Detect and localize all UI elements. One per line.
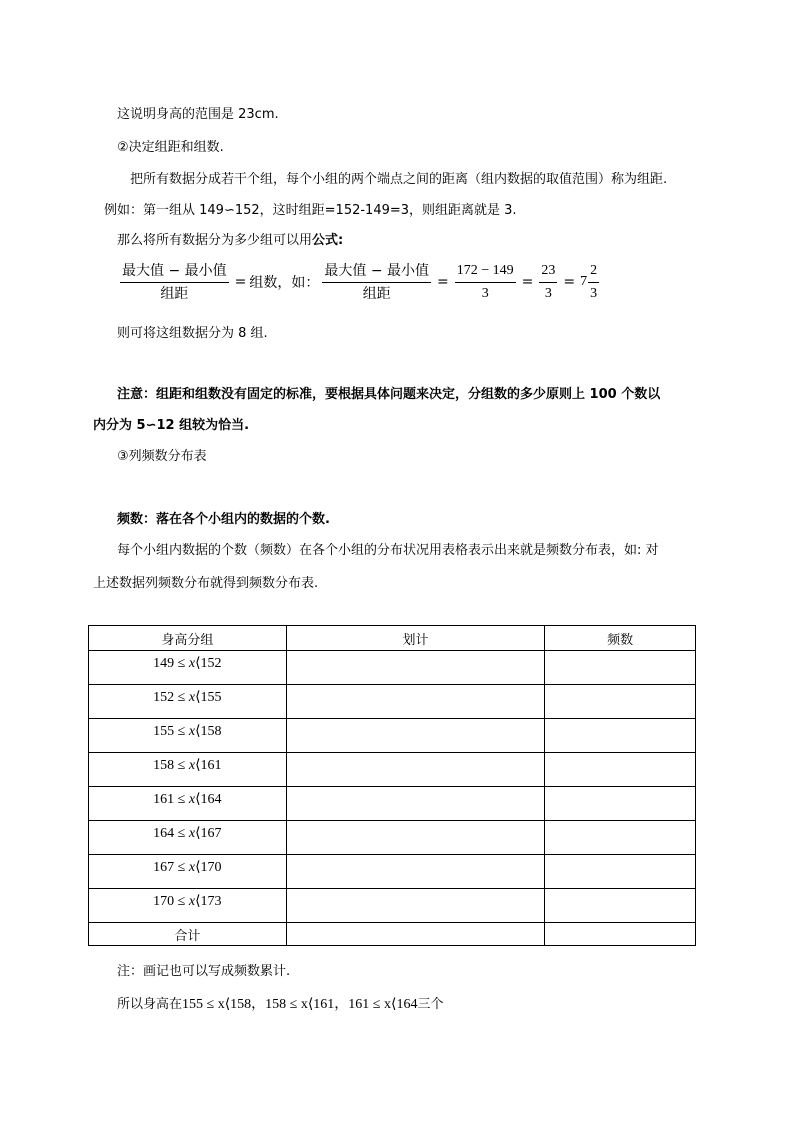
header-height-group: 身高分组	[89, 626, 287, 651]
frequency-cell	[545, 753, 696, 787]
total-label: 合计	[89, 923, 287, 946]
step-2-heading: ②决定组距和组数.	[117, 140, 224, 155]
fraction-numerator: 172 − 149	[455, 262, 516, 283]
frequency-cell	[545, 685, 696, 719]
final-line-suffix: 三个	[417, 997, 444, 1012]
frequency-cell	[545, 855, 696, 889]
range-part: 155	[153, 724, 175, 739]
range-part: ≤	[177, 656, 186, 671]
range-part: 161	[153, 792, 175, 807]
range-part: ≤	[177, 792, 186, 807]
table-total-row	[89, 923, 696, 946]
final-line-ranges: 155 ≤ x⟨158，158 ≤ x⟨161，161 ≤ x⟨164	[182, 997, 418, 1012]
tally-cell	[286, 685, 545, 719]
height-range-cell	[89, 855, 287, 889]
formula-intro-text: 那么将所有数据分为多少组可以用	[117, 233, 313, 248]
range-part: ⟨	[195, 724, 201, 739]
table-row	[89, 821, 696, 855]
range-part: ⟨	[195, 792, 201, 807]
fraction-denominator: 3	[481, 285, 489, 301]
range-part: ≤	[177, 758, 186, 773]
group-interval-definition: 把所有数据分成若干个组，每个小组的两个端点之间的距离（组内数据的取值范围）称为组距.	[130, 172, 668, 187]
table-row	[89, 719, 696, 753]
paragraph-line-2: 上述数据列频数分布就得到频数分布表.	[93, 576, 319, 591]
fraction-numerator: 最大值 − 最小值	[120, 262, 229, 283]
tally-cell	[286, 651, 545, 685]
height-range-cell	[89, 889, 287, 923]
range-part: 152	[200, 656, 222, 671]
range-part: ⟨	[195, 894, 201, 909]
tally-cell	[286, 719, 545, 753]
frequency-cell	[545, 651, 696, 685]
height-range-cell	[89, 821, 287, 855]
range-part: 164	[200, 792, 222, 807]
range-part: 152	[153, 690, 175, 705]
fraction-range-over-interval-2	[322, 262, 431, 303]
frequency-total-cell	[545, 923, 696, 946]
fraction-numerator: 2	[588, 262, 599, 283]
tally-cell	[286, 889, 545, 923]
range-part: 167	[200, 826, 222, 841]
frequency-definition: 频数：落在各个小组内的数据的个数.	[117, 512, 330, 527]
step-3-heading: ③列频数分布表	[117, 449, 207, 464]
table-row	[89, 787, 696, 821]
range-part: ⟨	[195, 860, 201, 875]
range-part: ≤	[177, 724, 186, 739]
range-part: ≤	[177, 860, 186, 875]
frequency-cell	[545, 787, 696, 821]
tally-cell	[286, 787, 545, 821]
range-part: 164	[153, 826, 175, 841]
table-row	[89, 651, 696, 685]
footnote: 注：画记也可以写成频数累计.	[117, 964, 291, 979]
range-part: x	[188, 690, 196, 705]
group-count-label: 组数	[249, 275, 278, 291]
range-part: 170	[153, 894, 175, 909]
fraction-denominator: 组距	[362, 285, 391, 302]
tally-cell	[286, 753, 545, 787]
fraction-denominator: 3	[590, 285, 598, 301]
range-part: ⟨	[195, 690, 201, 705]
formula-intro-bold: 公式:	[312, 233, 344, 248]
range-part: x	[188, 894, 196, 909]
final-line	[117, 993, 443, 1013]
tally-total-cell	[286, 923, 545, 946]
tally-cell	[286, 855, 545, 889]
range-part: x	[188, 792, 196, 807]
example-separator: ，如：	[277, 275, 320, 291]
fraction-range-over-interval	[120, 262, 229, 303]
frequency-cell	[545, 719, 696, 753]
height-range-cell	[89, 787, 287, 821]
note-line-2: 内分为 5∽12 组较为恰当.	[93, 418, 250, 433]
final-line-prefix: 所以身高在	[117, 997, 183, 1012]
tally-cell	[286, 821, 545, 855]
height-range-cell	[89, 651, 287, 685]
table-row	[89, 685, 696, 719]
frequency-cell	[545, 889, 696, 923]
range-part: ≤	[177, 826, 186, 841]
header-tally: 划计	[286, 626, 545, 651]
range-part: 161	[200, 758, 222, 773]
fraction-numerator: 最大值 − 最小值	[322, 262, 431, 283]
table-header-row	[89, 626, 696, 651]
fraction-23-over-3	[539, 262, 557, 303]
range-part: ≤	[177, 894, 186, 909]
range-part: 167	[153, 860, 175, 875]
header-frequency: 频数	[545, 626, 696, 651]
frequency-cell	[545, 821, 696, 855]
range-part: 158	[153, 758, 175, 773]
range-part: x	[188, 758, 196, 773]
height-range-cell	[89, 753, 287, 787]
range-note: 这说明身高的范围是 23cm.	[117, 107, 279, 122]
example-line: 例如：第一组从 149∽152，这时组距=152-149=3，则组距离就是 3.	[104, 203, 517, 218]
equals-sign: =	[563, 274, 576, 290]
range-part: 158	[200, 724, 222, 739]
range-part: x	[188, 826, 196, 841]
mixed-number-integer: 7	[580, 274, 588, 289]
range-part: x	[188, 860, 196, 875]
conclusion-line: 则可将这组数据分为 8 组.	[117, 326, 268, 341]
range-part: ⟨	[195, 758, 201, 773]
mixed-number-fraction	[588, 262, 599, 303]
equals-sign: =	[437, 274, 449, 290]
range-part: 155	[200, 690, 222, 705]
range-part: ⟨	[195, 656, 201, 671]
equals-sign: =	[234, 274, 247, 290]
table-row	[89, 753, 696, 787]
height-range-cell	[89, 685, 287, 719]
table-row	[89, 889, 696, 923]
paragraph-line-1: 每个小组内数据的个数（频数）在各个小组的分布状况用表格表示出来就是频数分布表，如: 对	[117, 543, 659, 558]
table-row	[89, 855, 696, 889]
formula-intro	[117, 229, 343, 248]
range-part: 170	[200, 860, 222, 875]
range-part: ≤	[177, 690, 186, 705]
height-range-cell	[89, 719, 287, 753]
range-part: x	[188, 724, 196, 739]
equals-sign: =	[521, 274, 534, 290]
group-count-formula	[117, 258, 602, 306]
fraction-denominator: 组距	[160, 285, 189, 302]
range-part: ⟨	[195, 826, 201, 841]
fraction-denominator: 3	[544, 285, 552, 301]
fraction-172-149-over-3	[455, 262, 516, 303]
note-line-1: 注意：组距和组数没有固定的标准，要根据具体问题来决定，分组数的多少原则上 100 个数以	[117, 387, 661, 402]
frequency-table	[88, 625, 696, 946]
range-part: 149	[153, 656, 175, 671]
fraction-numerator: 23	[539, 262, 557, 283]
range-part: x	[188, 656, 196, 671]
range-part: 173	[200, 894, 222, 909]
